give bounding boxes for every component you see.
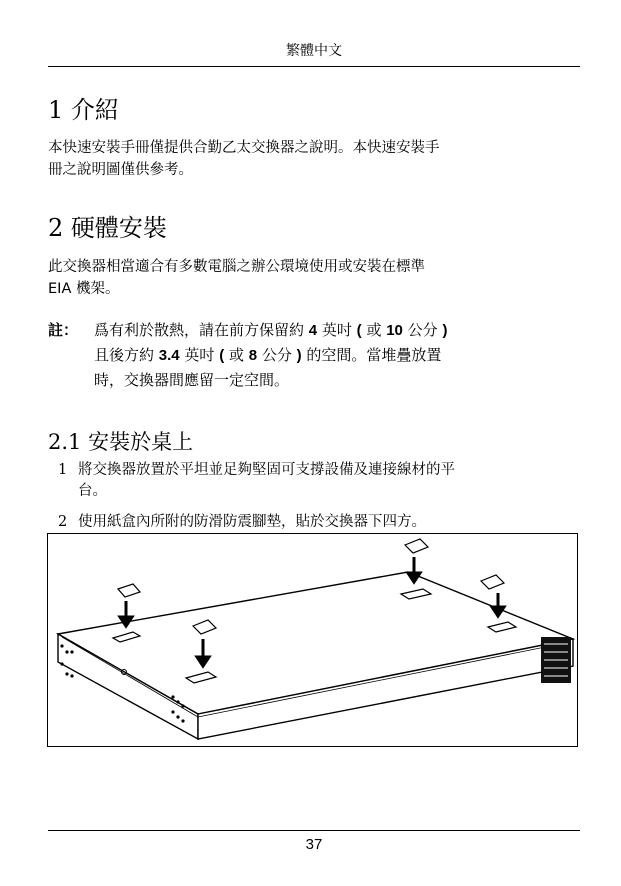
page-header: 繁體中文 — [286, 43, 342, 59]
note-paren: ( — [219, 347, 225, 364]
hardware-paragraph — [48, 256, 578, 300]
note-text: 英吋 — [179, 346, 220, 364]
intro-line-1: 本快速安裝手冊僅提供合勤乙太交換器之說明。本快速安裝手 — [48, 140, 440, 156]
intro-line-2: 冊之說明圖僅供參考。 — [48, 162, 193, 178]
step-line: 將交換器放置於平坦並足夠堅固可支撐設備及連接線材的平 — [78, 462, 455, 478]
note-text: 或 — [361, 321, 387, 339]
step-line: 台。 — [78, 483, 107, 499]
step-number: 2 — [58, 514, 68, 530]
note-paren: ) — [296, 347, 302, 364]
note-line-2 — [94, 343, 584, 368]
switch-illustration — [48, 534, 577, 746]
hardware-line-1: 此交換器相當適合有多數電腦之辦公環境使用或安裝在標準 — [48, 259, 425, 275]
hardware-line-2: EIA 機架。 — [48, 281, 120, 297]
note-text: 的空間。當堆疊放置 — [301, 346, 442, 364]
note-value: 3.4 — [158, 347, 180, 364]
note-text: 公分 — [402, 321, 443, 339]
vent-panel — [541, 637, 571, 683]
section-heading-intro: 1 介紹 — [48, 96, 119, 124]
note-line-3: 時，交換器間應留一定空間。 — [94, 371, 290, 389]
note-body — [94, 318, 584, 392]
note-text: 英吋 — [317, 321, 357, 339]
step-text — [78, 460, 578, 502]
note-paren: ( — [356, 322, 362, 339]
section-heading-hardware: 2 硬體安裝 — [48, 214, 167, 242]
note-label: 註： — [48, 321, 79, 339]
intro-paragraph — [48, 137, 578, 181]
section-heading-desktop: 2.1 安裝於桌上 — [48, 430, 194, 454]
footer-rule — [48, 830, 580, 831]
note-value: 8 — [248, 347, 258, 364]
note-value: 4 — [308, 322, 318, 339]
note-text: 且後方約 — [94, 346, 159, 364]
note-text: 公分 — [257, 346, 297, 364]
page-number: 37 — [305, 836, 323, 853]
step-line: 使用紙盒內所附的防滑防震腳墊，貼於交換器下四方。 — [78, 514, 426, 530]
note-text: 爲有利於散熱，請在前方保留約 — [94, 321, 309, 339]
note-line-1 — [94, 318, 584, 343]
note-text: 或 — [224, 346, 249, 364]
note-paren: ) — [442, 322, 448, 339]
step-number: 1 — [58, 462, 68, 478]
step-text — [78, 512, 578, 533]
note-value: 10 — [386, 322, 403, 339]
header-rule — [48, 66, 580, 67]
figure-rubber-feet — [47, 533, 578, 747]
